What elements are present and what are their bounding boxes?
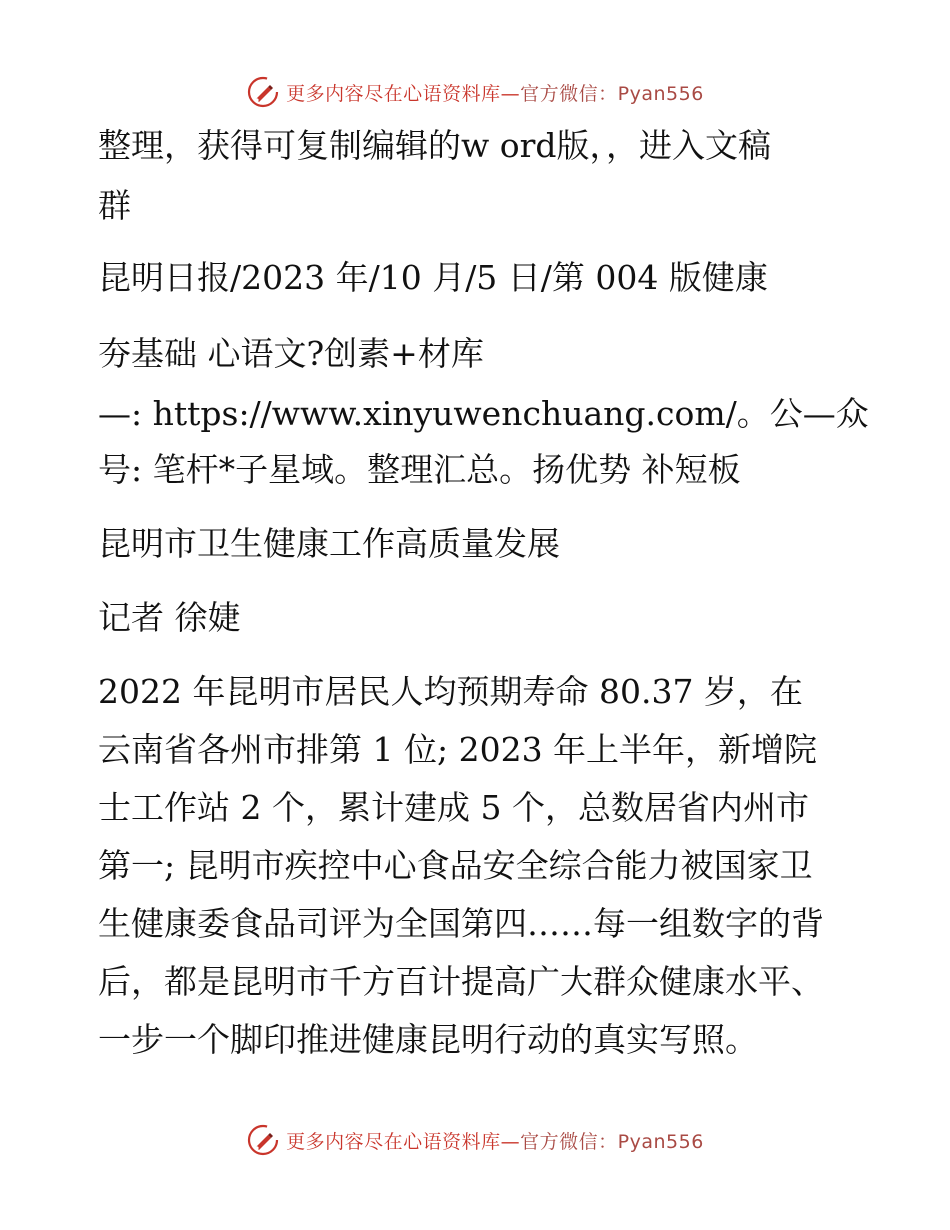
pen-circle-logo-icon [246, 1123, 280, 1157]
watermark-site-text: 更多内容尽在心语资料库— [286, 1130, 521, 1153]
paragraph-line: 后，都是昆明市千方百计提高广大群众健康水平、 [98, 962, 824, 1001]
text-line: 昆明日报/2023 年/10 月/5 日/第 004 版健康 [98, 258, 768, 297]
paragraph-line: 2022 年昆明市居民人均预期寿命 80.37 岁，在 [98, 672, 803, 711]
paragraph-line: 一步一个脚印推进健康昆明行动的真实写照。 [98, 1020, 758, 1059]
article-byline: 记者 徐婕 [98, 598, 241, 637]
text-line: —: https://www.xinyuwenchuang.com/。公—众 [98, 394, 869, 433]
text-line: 夯基础 心语文?创素+材库 [98, 334, 484, 373]
watermark-banner-bottom [0, 1120, 950, 1160]
paragraph-line: 第一; 昆明市疾控中心食品安全综合能力被国家卫 [98, 846, 813, 885]
paragraph-line: 云南省各州市排第 1 位; 2023 年上半年，新增院 [98, 730, 818, 769]
watermark-wechat-text: 官方微信：Pyan556 [520, 1130, 704, 1153]
paragraph-line: 生健康委食品司评为全国第四……每一组数字的背 [98, 904, 824, 943]
text-line: 号: 笔杆*子星域。整理汇总。扬优势 补短板 [98, 450, 741, 489]
watermark-wechat-text: 官方微信：Pyan556 [520, 82, 704, 105]
watermark-site-text: 更多内容尽在心语资料库— [286, 82, 521, 105]
text-line: 群 [98, 186, 131, 225]
watermark-banner-top [0, 72, 950, 112]
pen-circle-logo-icon [246, 75, 280, 109]
text-line: 整理，获得可复制编辑的w ord版，，进入文稿 [98, 126, 772, 165]
article-title: 昆明市卫生健康工作高质量发展 [98, 524, 560, 563]
paragraph-line: 士工作站 2 个，累计建成 5 个，总数居省内州市 [98, 788, 809, 827]
